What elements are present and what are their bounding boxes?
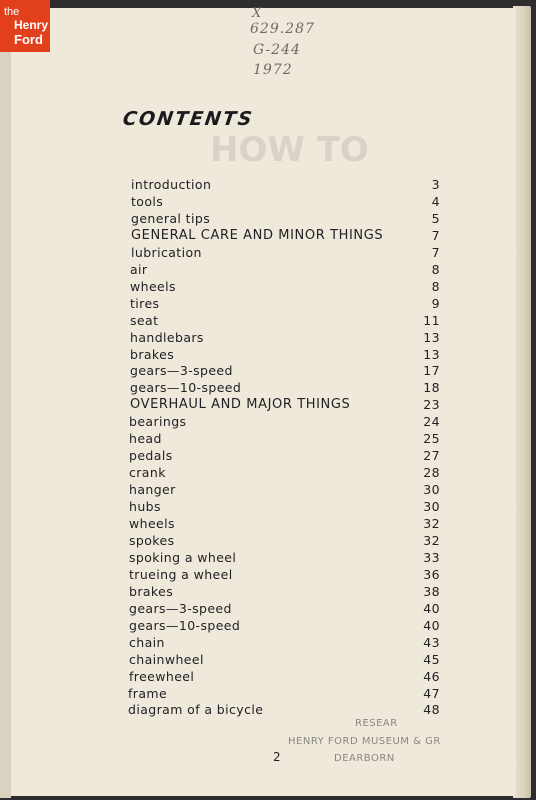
toc-entry-label: wheels	[130, 278, 176, 294]
toc-entry-page: 18	[423, 380, 440, 396]
toc-entry	[0, 652, 440, 669]
toc-entry	[0, 516, 440, 533]
stamp-line-2: HENRY FORD MUSEUM & GR	[288, 736, 441, 747]
toc-entry-page: 33	[423, 549, 440, 565]
toc-entry-label: pedals	[129, 448, 173, 464]
toc-entry	[0, 601, 440, 618]
toc-entry-page: 24	[423, 414, 440, 430]
toc-entry	[0, 194, 440, 211]
toc-entry	[0, 296, 440, 313]
toc-entry-label: trueing a wheel	[129, 566, 233, 582]
toc-entry-label: introduction	[131, 177, 212, 192]
toc-entry-label: brakes	[130, 346, 175, 362]
toc-entry-label: spokes	[129, 532, 175, 548]
toc-entry-label: crank	[129, 465, 166, 481]
toc-entry-page: 7	[431, 227, 440, 243]
show-through-text: HOW TO	[210, 130, 369, 170]
toc-entry-page: 11	[423, 312, 440, 328]
toc-entry	[0, 618, 440, 635]
toc-entry-page: 8	[431, 261, 440, 277]
toc-entry-page: 7	[431, 244, 440, 260]
toc-entry-page: 3	[431, 177, 440, 192]
toc-entry	[0, 414, 440, 431]
toc-entry	[0, 228, 440, 245]
toc-entry-label: GENERAL CARE AND MINOR THINGS	[131, 227, 384, 243]
toc-entry-page: 30	[423, 499, 440, 515]
toc-entry-label: frame	[128, 685, 168, 701]
toc-entry	[0, 313, 440, 330]
toc-entry-page: 23	[423, 397, 440, 413]
toc-entry	[0, 465, 440, 482]
toc-entry-label: brakes	[129, 583, 174, 599]
toc-entry	[0, 635, 440, 652]
toc-entry	[0, 380, 440, 397]
logo-text-the: the	[4, 6, 20, 18]
toc-entry	[0, 431, 440, 448]
toc-entry-label: chainwheel	[129, 651, 204, 667]
toc-entry-label: spoking a wheel	[129, 549, 237, 565]
toc-entry	[0, 177, 440, 194]
handwritten-year: 1972	[253, 62, 293, 78]
toc-entry-page: 32	[423, 532, 440, 548]
toc-entry-label: tools	[131, 193, 164, 209]
henry-ford-logo	[0, 0, 50, 52]
toc-entry-page: 36	[423, 566, 440, 582]
toc-entry	[0, 347, 440, 364]
toc-entry-page: 46	[423, 668, 440, 684]
toc-entry	[0, 702, 440, 719]
toc-entry-label: gears—10-speed	[130, 380, 242, 396]
stamp-line-3: DEARBORN	[334, 753, 395, 764]
toc-entry-label: OVERHAUL AND MAJOR THINGS	[130, 397, 351, 413]
page-title: CONTENTS	[121, 108, 256, 130]
toc-entry-label: wheels	[129, 516, 175, 531]
toc-entry-label: general tips	[131, 210, 211, 226]
toc-entry-label: freewheel	[129, 668, 195, 684]
toc-entry-label: gears—10-speed	[129, 617, 241, 633]
toc-entry-page: 40	[423, 617, 440, 633]
toc-entry-label: bearings	[129, 414, 187, 430]
toc-entry	[0, 245, 440, 262]
toc-entry-page: 8	[431, 278, 440, 294]
toc-entry-page: 5	[431, 210, 440, 226]
toc-entry-label: gears—3-speed	[130, 363, 233, 379]
toc-entry-label: lubrication	[131, 244, 202, 260]
toc-entry-page: 13	[423, 346, 440, 362]
stamp-line-1: RESEAR	[355, 718, 398, 729]
toc-entry-page: 9	[431, 295, 440, 311]
toc-entry	[0, 279, 440, 296]
toc-entry-label: gears—3-speed	[129, 600, 232, 616]
page-number: 2	[273, 750, 281, 764]
handwritten-subclass: G-244	[253, 42, 301, 58]
toc-entry	[0, 669, 440, 686]
toc-entry	[0, 397, 440, 414]
toc-entry	[0, 482, 440, 499]
toc-entry-label: chain	[129, 634, 165, 650]
toc-entry-page: 48	[423, 702, 440, 718]
toc-entry	[0, 211, 440, 228]
toc-entry-page: 17	[423, 363, 440, 379]
toc-entry	[0, 448, 440, 465]
toc-entry	[0, 533, 440, 550]
toc-entry	[0, 363, 440, 380]
toc-entry-label: handlebars	[130, 329, 204, 345]
toc-entry-label: hanger	[129, 482, 176, 498]
toc-entry-label: air	[130, 261, 148, 277]
toc-entry-page: 32	[423, 516, 440, 531]
toc-entry	[0, 550, 440, 567]
toc-entry-page: 4	[431, 193, 440, 209]
toc-entry-page: 45	[423, 651, 440, 667]
toc-entry	[0, 262, 440, 279]
toc-entry-label: seat	[130, 312, 159, 328]
toc-entry-page: 25	[423, 431, 440, 447]
toc-entry	[0, 686, 440, 703]
handwritten-mark: X	[252, 6, 263, 21]
toc-entry-page: 38	[423, 583, 440, 599]
toc-entry-page: 27	[423, 448, 440, 464]
toc-entry-label: tires	[130, 295, 160, 311]
toc-entry-label: hubs	[129, 499, 161, 515]
toc-entry	[0, 567, 440, 584]
toc-entry-page: 13	[423, 329, 440, 345]
toc-entry	[0, 330, 440, 347]
toc-entry-page: 28	[423, 465, 440, 481]
toc-entry-page: 47	[423, 685, 440, 701]
toc-entry-page: 40	[423, 600, 440, 616]
handwritten-call-number: 629.287	[250, 21, 315, 37]
toc-entry-label: head	[129, 431, 162, 447]
toc-entry	[0, 499, 440, 516]
toc-entry	[0, 584, 440, 601]
toc-entry-label: diagram of a bicycle	[128, 702, 264, 718]
logo-text-ford: Ford	[14, 32, 43, 47]
toc-entry-page: 30	[423, 482, 440, 498]
logo-text-henry: Henry	[14, 18, 49, 32]
toc-entry-page: 43	[423, 634, 440, 650]
